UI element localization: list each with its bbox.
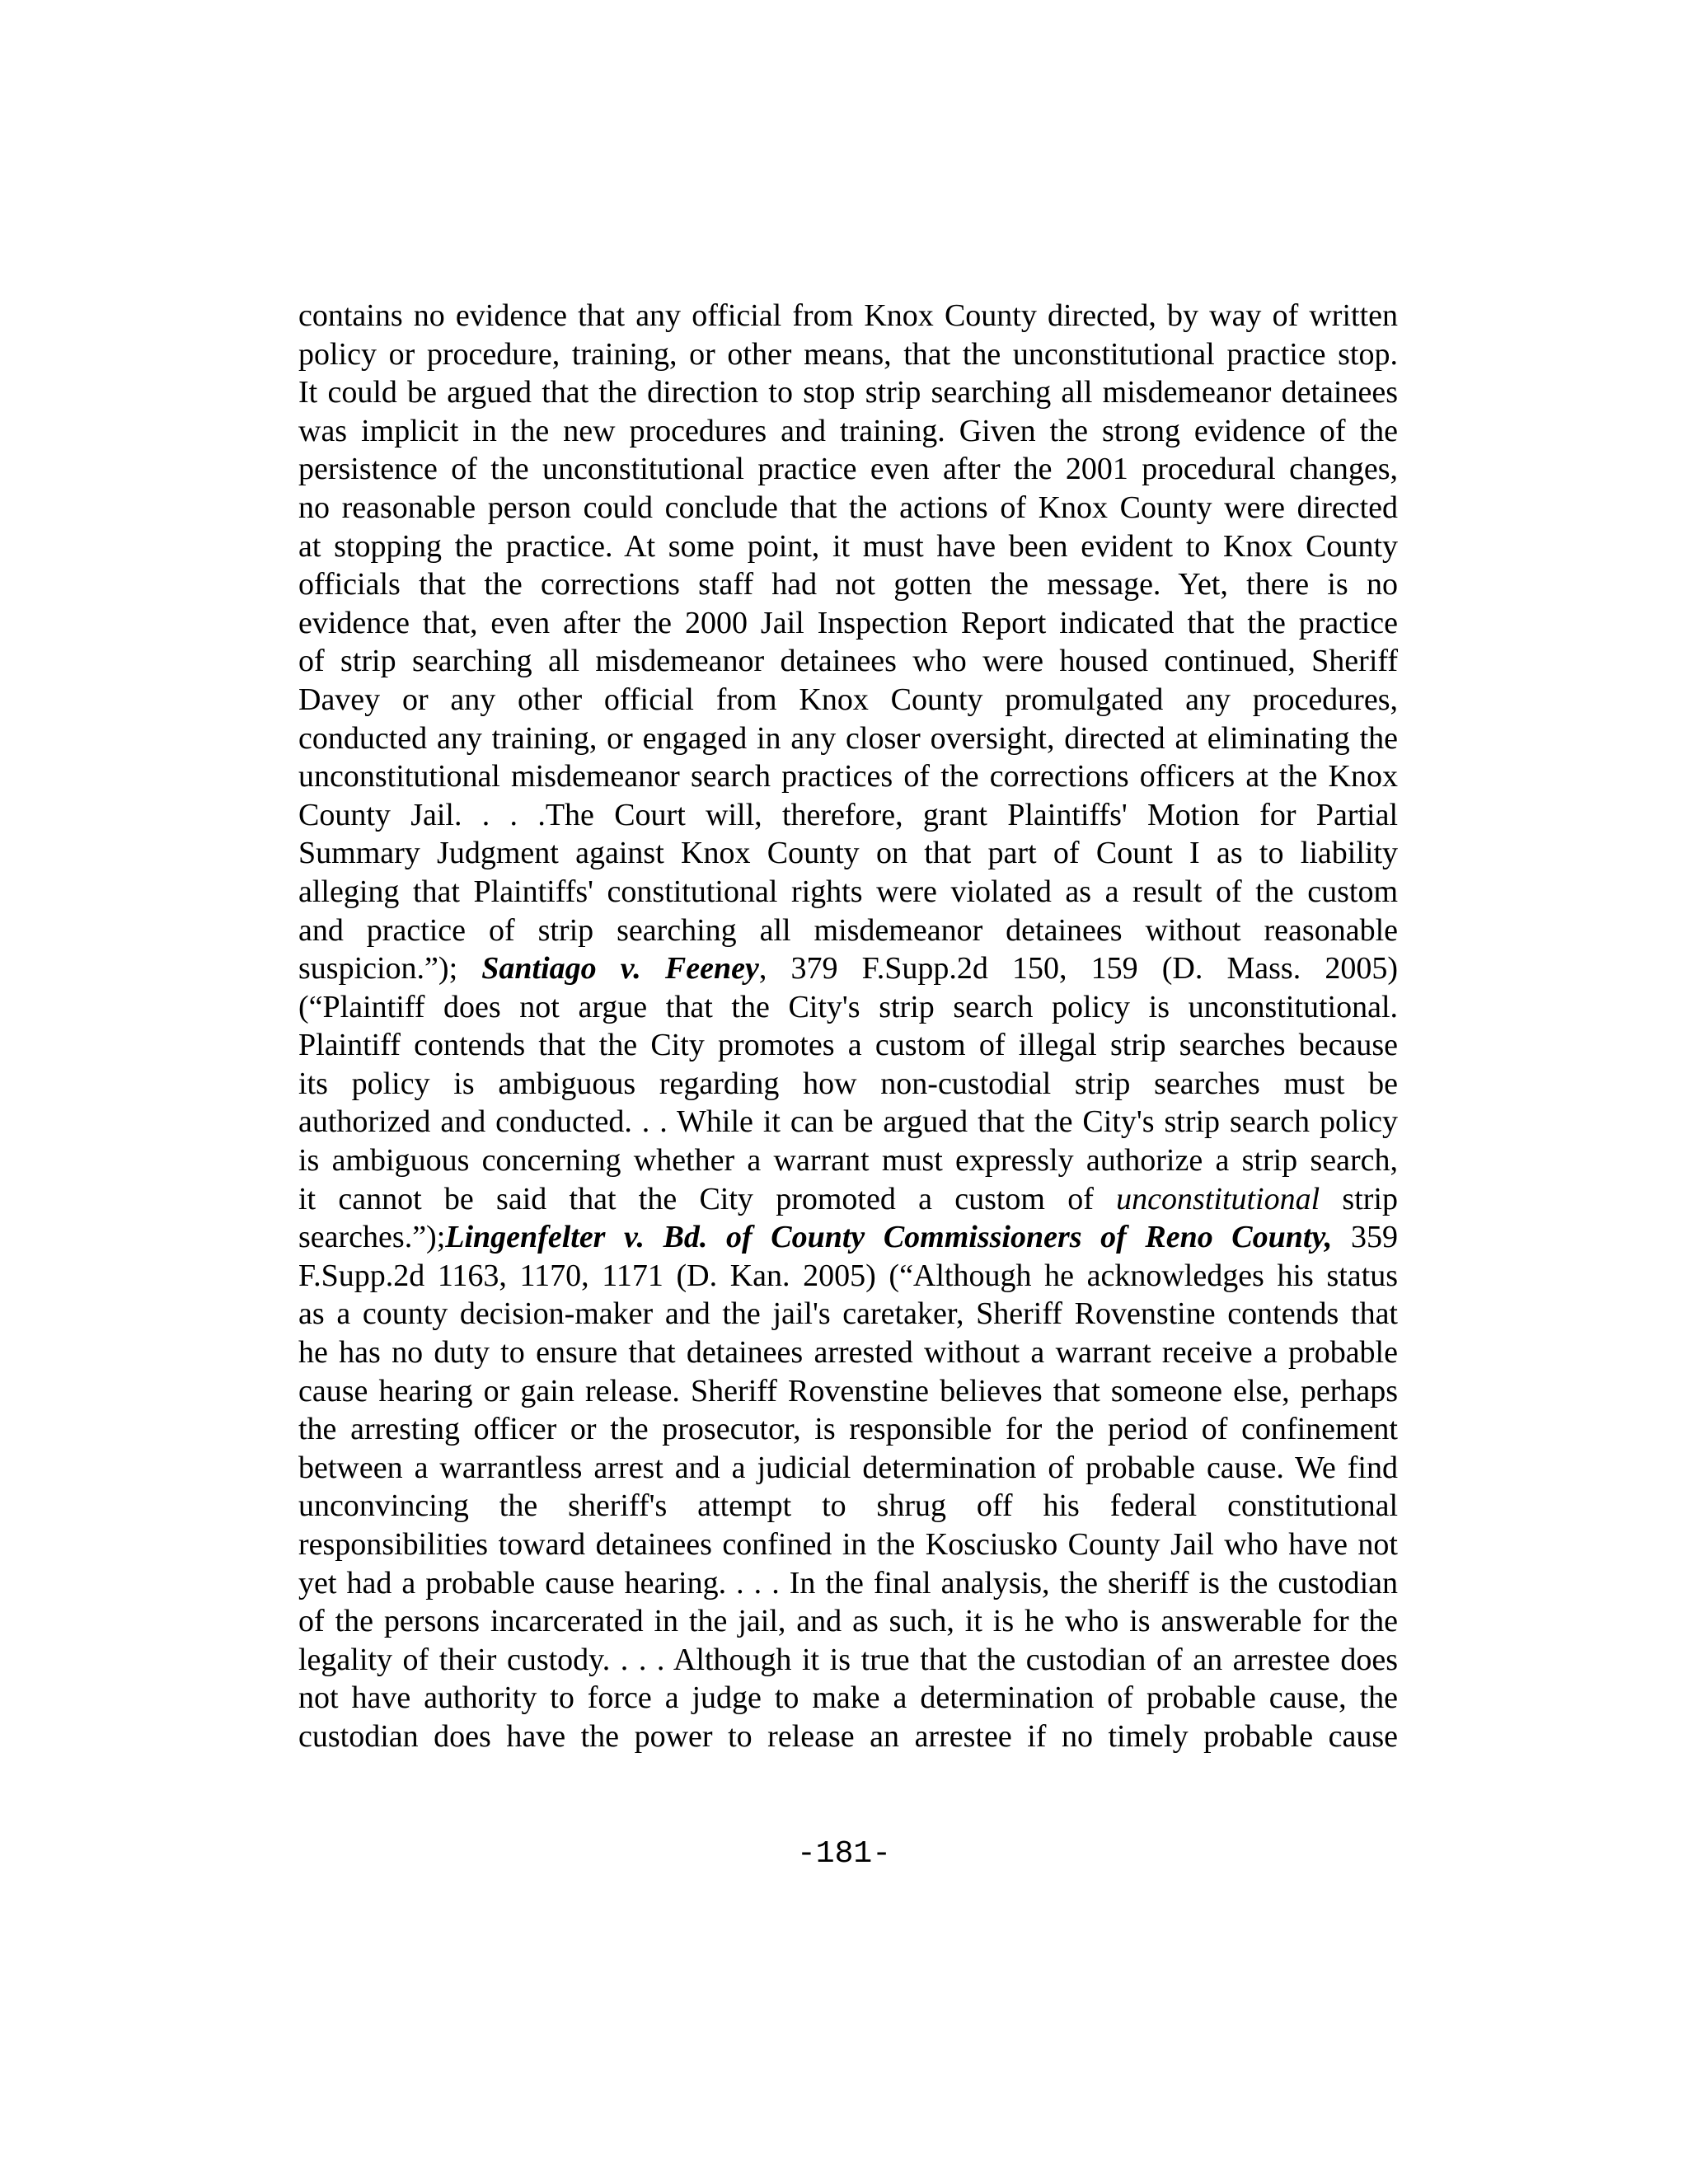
- text-line: F.Supp.2d 1163, 1170, 1171 (D. Kan. 2005) (“Although he acknowledges his status: [298, 1258, 1398, 1293]
- text-line: no reasonable person could conclude that the actions of Knox County were directed: [298, 490, 1398, 525]
- text-line: Plaintiff contends that the City promotes a custom of illegal strip searches because: [298, 1028, 1398, 1063]
- text-line: not have authority to force a judge to make a determination of probable cause, the: [298, 1680, 1398, 1716]
- text-line: the arresting officer or the prosecutor, is responsible for the period of confinement: [298, 1412, 1398, 1447]
- text-line: authorized and conducted. . . While it can be argued that the City's strip search policy: [298, 1104, 1398, 1140]
- citation-line-lingenfelter: [298, 1218, 1398, 1257]
- text-line: Davey or any other official from Knox County promulgated any procedures,: [298, 682, 1398, 717]
- text-line: cause hearing or gain release. Sheriff Rovenstine believes that someone else, perhaps: [298, 1373, 1398, 1408]
- text-line: unconvincing the sheriff's attempt to shrug off his federal constitutional: [298, 1488, 1398, 1524]
- text-line: at stopping the practice. At some point, it must have been evident to Knox County: [298, 528, 1398, 564]
- text-line: Summary Judgment against Knox County on that part of Count I as to liability: [298, 836, 1398, 871]
- text-line: conducted any training, or engaged in any closer oversight, directed at eliminating the: [298, 720, 1398, 756]
- text-segment: suspicion.”);: [298, 951, 482, 987]
- text-line: It could be argued that the direction to stop strip searching all misdemeanor detainees: [298, 375, 1398, 410]
- page-number: -181-: [796, 1836, 892, 1872]
- text-segment: searches.”);: [298, 1220, 446, 1255]
- text-line: he has no duty to ensure that detainees arrested without a warrant receive a probable: [298, 1335, 1398, 1371]
- text-line: (“Plaintiff does not argue that the City's strip search policy is unconstitutional.: [298, 989, 1398, 1024]
- text-line: responsibilities toward detainees confined in the Kosciusko County Jail who have not: [298, 1527, 1398, 1562]
- text-line: persistence of the unconstitutional practice even after the 2001 procedural changes,: [298, 452, 1398, 487]
- text-segment: it cannot be said that the City promoted a custom of: [298, 1181, 1117, 1216]
- text-line: evidence that, even after the 2000 Jail Inspection Report indicated that the practice: [298, 605, 1398, 640]
- text-line: was implicit in the new procedures and training. Given the strong evidence of the: [298, 413, 1398, 448]
- text-segment: strip: [1320, 1181, 1398, 1216]
- text-line: officials that the corrections staff had not gotten the message. Yet, there is no: [298, 567, 1398, 602]
- text-line-italic: [298, 1180, 1398, 1219]
- italic-word: unconstitutional: [1116, 1181, 1320, 1216]
- text-line: as a county decision-maker and the jail's caretaker, Sheriff Rovenstine contends that: [298, 1296, 1398, 1332]
- text-line: County Jail. . . .The Court will, therefore, grant Plaintiffs' Motion for Partial: [298, 797, 1398, 832]
- text-line: of strip searching all misdemeanor detainees who were housed continued, Sheriff: [298, 644, 1398, 679]
- text-line: yet had a probable cause hearing. . . . In the final analysis, the sheriff is the custodian: [298, 1565, 1398, 1601]
- text-line: is ambiguous concerning whether a warrant must expressly authorize a strip search,: [298, 1143, 1398, 1179]
- text-line: alleging that Plaintiffs' constitutional rights were violated as a result of the custom: [298, 874, 1398, 909]
- body-paragraph: [298, 297, 1398, 1756]
- citation-line-santiago: [298, 949, 1398, 988]
- case-name-lingenfelter: Lingenfelter v. Bd. of County Commissioners of Reno County,: [445, 1220, 1333, 1255]
- text-line: contains no evidence that any official from Knox County directed, by way of written: [298, 298, 1398, 333]
- case-name-santiago: Santiago v. Feeney: [481, 951, 759, 987]
- text-line: unconstitutional misdemeanor search practices of the corrections officers at the Knox: [298, 759, 1398, 794]
- text-line: legality of their custody. . . . Although it is true that the custodian of an arrestee does: [298, 1642, 1398, 1677]
- text-segment: , 379 F.Supp.2d 150, 159 (D. Mass. 2005): [758, 951, 1398, 987]
- text-line: policy or procedure, training, or other means, that the unconstitutional practice stop.: [298, 336, 1398, 372]
- text-line: its policy is ambiguous regarding how non-custodial strip searches must be: [298, 1066, 1398, 1101]
- text-line: and practice of strip searching all misdemeanor detainees without reasonable: [298, 912, 1398, 948]
- text-line: custodian does have the power to release an arrestee if no timely probable cause: [298, 1718, 1398, 1754]
- text-line: between a warrantless arrest and a judicial determination of probable cause. We find: [298, 1450, 1398, 1485]
- text-segment: 359: [1332, 1220, 1398, 1255]
- text-line: of the persons incarcerated in the jail, and as such, it is he who is answerable for the: [298, 1604, 1398, 1639]
